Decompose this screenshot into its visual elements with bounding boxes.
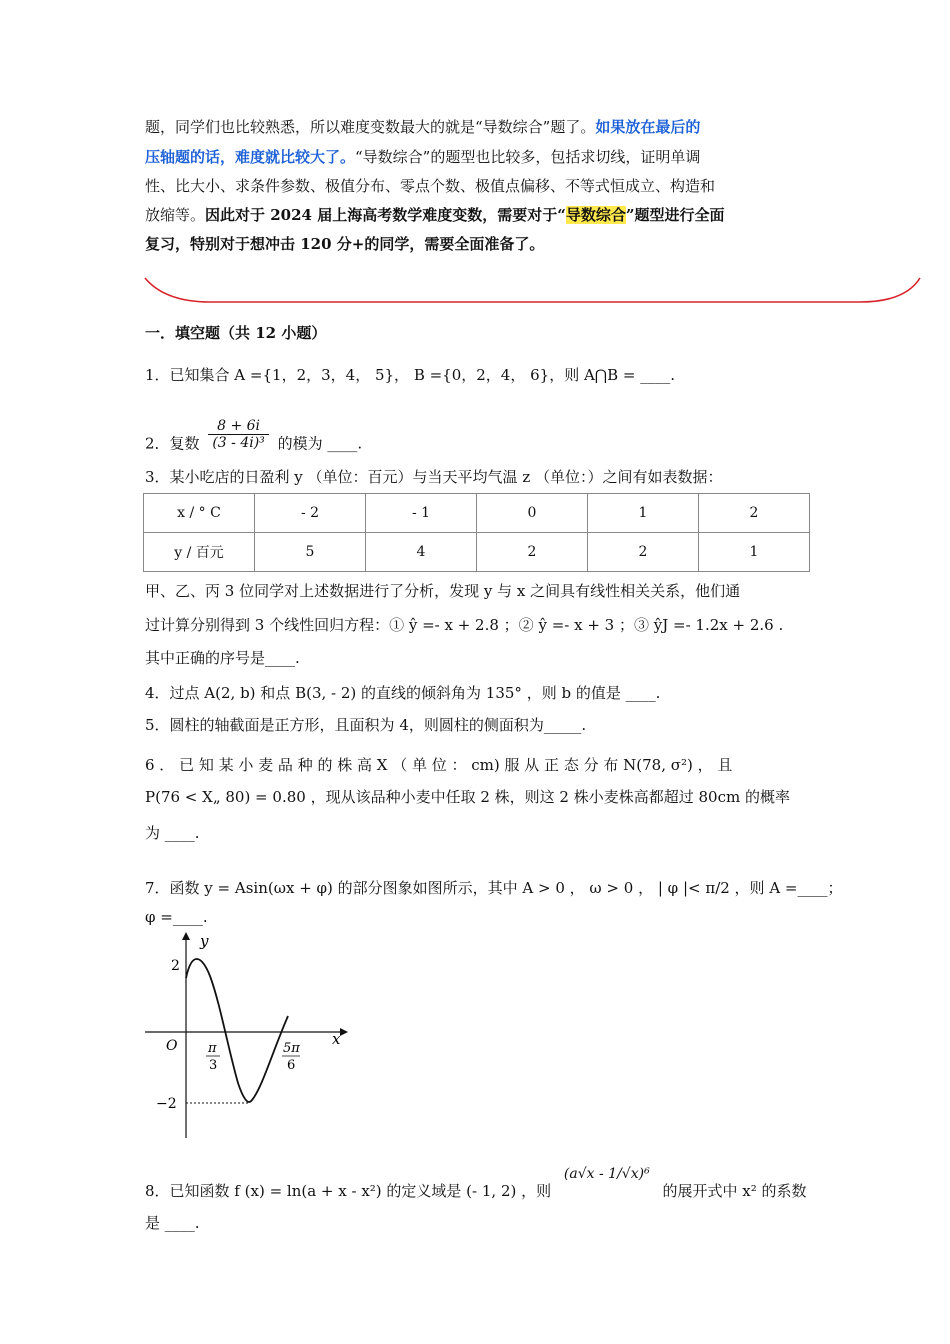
intro-line-1	[145, 116, 700, 137]
intro-bold-text: ”题型进行全面	[625, 206, 725, 224]
table-cell: - 1	[366, 494, 477, 533]
intro-blue-text: 如果放在最后的	[595, 118, 701, 136]
graph-x-label: x	[332, 1030, 341, 1048]
q6-line-2: P(76 < X„ 80) = 0.80 ，现从该品种小麦中任取 2 株，则这 2 株小麦株高都超过 80cm 的概率	[145, 788, 790, 806]
highlighted-term: 导数综合	[565, 206, 626, 224]
q8-power-expression: (a√x - 1/√x)⁶	[563, 1166, 650, 1182]
question-7: 7．函数 y = Asin(ωx + φ) 的部分图象如图所示，其中 A > 0 ， ω > 0 ， | φ |< π/2 ，则 A =____；	[145, 879, 843, 897]
q3-analysis-1: 甲、乙、丙 3 位同学对上述数据进行了分析，发现 y 与 x 之间具有线性相关关系，他们通	[145, 582, 741, 600]
intro-line-4	[145, 204, 725, 225]
table-row	[144, 533, 810, 572]
section-title: 一．填空题（共 12 小题）	[145, 324, 327, 342]
graph-origin: O	[166, 1038, 178, 1054]
q8-text: 的展开式中 x² 的系数	[662, 1182, 807, 1200]
question-6: 6 ． 已 知 某 小 麦 品 种 的 株 高 X （ 单 位 ： cm) 服 从 正 态 分 布 N(78, σ²) ， 且	[145, 756, 733, 774]
intro-line-5	[145, 233, 544, 254]
table-cell: 1	[588, 494, 699, 533]
q2-suffix: 的模为 ____.	[277, 434, 363, 453]
q3-analysis-3: 其中正确的序号是____.	[145, 649, 300, 667]
table-cell: 5	[255, 533, 366, 572]
question-1: 1．已知集合 A ={1，2，3，4， 5}， B ={0，2，4， 6}，则 A⋂B = ____.	[145, 366, 676, 384]
q2-prefix: 2．复数	[145, 434, 200, 453]
table-cell: 4	[366, 533, 477, 572]
question-5: 5．圆柱的轴截面是正方形，且面积为 4，则圆柱的侧面积为_____.	[145, 716, 587, 734]
table-cell: 1	[699, 533, 810, 572]
table-cell: 2	[588, 533, 699, 572]
data-table	[143, 493, 810, 572]
graph-y-min: −2	[156, 1096, 177, 1112]
graph-y-max: 2	[171, 958, 180, 974]
table-cell: 2	[699, 494, 810, 533]
q2-fraction	[208, 418, 268, 451]
graph-tick-2-den: 6	[287, 1058, 296, 1073]
q8-line-2: 是 ____.	[145, 1214, 200, 1232]
intro-text: “导数综合”的题型也比较多，包括求切线，证明单调	[355, 148, 701, 166]
graph-tick-1-den: 3	[209, 1058, 218, 1073]
intro-text: 放缩等。	[145, 206, 206, 224]
intro-bold-text: 复习，特别对于想冲击 120 分+的同学，需要全面准备了。	[145, 235, 545, 253]
table-cell: - 2	[255, 494, 366, 533]
sine-graph	[140, 928, 360, 1143]
table-row	[144, 494, 810, 533]
intro-blue-text: 压轴题的话，难度就比较大了。	[145, 148, 356, 166]
intro-bold-text: 因此对于 2024 届上海高考数学难度变数，需要对于“	[205, 206, 566, 224]
q8-text: 8．已知函数 f (x) = ln(a + x - x²) 的定义域是 (- 1, 2) ，则	[145, 1182, 552, 1200]
q2-denominator: (3 - 4i)³	[212, 435, 265, 451]
table-cell: y / 百元	[144, 533, 255, 572]
question-2	[145, 418, 363, 461]
intro-line-3	[145, 175, 715, 196]
q6-line-3: 为 ____.	[145, 824, 200, 842]
q2-numerator: 8 + 6i	[208, 418, 268, 435]
intro-text: 性、比大小、求条件参数、极值分布、零点个数、极值点偏移、不等式恒成立、构造和	[145, 177, 716, 195]
intro-text: 题，同学们也比较熟悉，所以难度变数最大的就是“导数综合”题了。	[145, 118, 596, 136]
question-8	[145, 1166, 807, 1201]
graph-y-label: y	[200, 932, 209, 950]
q3-analysis-2: 过计算分别得到 3 个线性回归方程：① ŷ =- x + 2.8 ；② ŷ =- x + 3 ；③ ŷJ =- 1.2x + 2.6 .	[145, 616, 784, 634]
q7-line-2: φ =____.	[145, 908, 208, 926]
intro-line-2	[145, 146, 700, 167]
table-cell: 2	[477, 533, 588, 572]
section-divider	[140, 270, 925, 310]
table-cell: x / ° C	[144, 494, 255, 533]
question-4: 4．过点 A(2, b) 和点 B(3, - 2) 的直线的倾斜角为 135° ，则 b 的值是 ____.	[145, 684, 661, 702]
graph-tick-1-num: π	[208, 1041, 217, 1056]
question-3: 3．某小吃店的日盈利 y （单位：百元）与当天平均气温 z （单位：）之间有如表数据：	[145, 468, 723, 486]
table-cell: 0	[477, 494, 588, 533]
graph-tick-2-num: 5π	[283, 1041, 300, 1056]
